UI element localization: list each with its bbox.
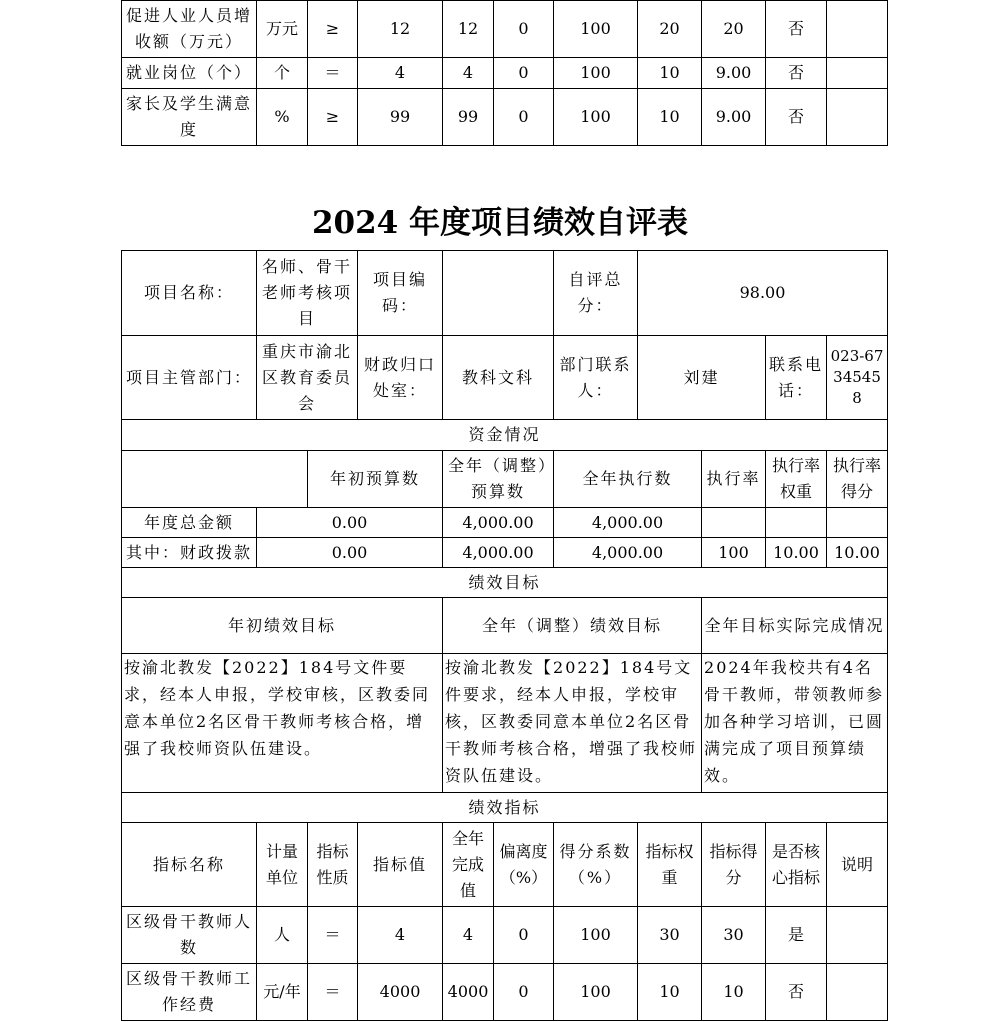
self-evaluation-table — [121, 250, 888, 1021]
indicator-note — [827, 1, 888, 58]
self-score-label: 自评总分： — [554, 251, 638, 336]
page-title: 2024 年度项目绩效自评表 — [311, 205, 689, 241]
indicator-core: 否 — [766, 964, 827, 1021]
indicator-nature: ＝ — [308, 907, 358, 964]
indicator-coef: 100 — [554, 58, 638, 89]
goals-header-row — [122, 598, 888, 654]
indicator-name: 区级骨干教师工作经费 — [122, 964, 257, 1021]
project-name-label: 项目名称： — [122, 251, 257, 336]
funds-section-title: 资金情况 — [122, 420, 888, 451]
table-row — [122, 89, 888, 146]
indicator-core: 否 — [766, 1, 827, 58]
indicator-actual-header: 全年完成值 — [443, 823, 494, 907]
indicator-core: 否 — [766, 58, 827, 89]
funds-header-row — [122, 451, 888, 508]
actual-goal-text: 2024年我校共有4名骨干教师，带领教师参加各种学习培训，已圆满完成了项目预算绩效。 — [702, 654, 888, 793]
goals-section-title: 绩效目标 — [122, 568, 888, 598]
indicator-note — [827, 907, 888, 964]
rate-weight-header: 执行率权重 — [766, 451, 827, 508]
indicator-core-header: 是否核心指标 — [766, 823, 827, 907]
adjusted-budget: 4,000.00 — [443, 508, 554, 538]
indicator-coef: 100 — [554, 907, 638, 964]
indicator-deviation: 0 — [494, 89, 554, 146]
indicator-nature-header: 指标性质 — [308, 823, 358, 907]
indicator-coef: 100 — [554, 1, 638, 58]
table-row — [122, 907, 888, 964]
indicator-target: 4 — [358, 58, 443, 89]
rate-header: 执行率 — [702, 451, 766, 508]
dept: 重庆市渝北区教育委员会 — [257, 336, 358, 420]
indicator-weight: 30 — [638, 907, 702, 964]
indicator-name: 家长及学生满意度 — [122, 89, 257, 146]
indicator-note — [827, 58, 888, 89]
indicator-deviation: 0 — [494, 58, 554, 89]
self-score: 98.00 — [638, 251, 888, 336]
indicator-coef: 100 — [554, 89, 638, 146]
indicator-actual: 4 — [443, 58, 494, 89]
indicator-note — [827, 89, 888, 146]
finance: 教科文科 — [443, 336, 554, 420]
indicator-target: 4 — [358, 907, 443, 964]
contact: 刘建 — [638, 336, 766, 420]
empty-cell — [122, 451, 308, 508]
indicator-name-header: 指标名称 — [122, 823, 257, 907]
indicator-deviation: 0 — [494, 1, 554, 58]
indicator-coef-header: 得分系数（%） — [554, 823, 638, 907]
initial-budget-header: 年初预算数 — [308, 451, 443, 508]
funds-row — [122, 508, 888, 538]
executed-amount: 4,000.00 — [554, 538, 702, 568]
adjusted-budget: 4,000.00 — [443, 538, 554, 568]
indicator-coef: 100 — [554, 964, 638, 1021]
table-row — [122, 964, 888, 1021]
indicator-target-header: 指标值 — [358, 823, 443, 907]
indicator-weight: 20 — [638, 1, 702, 58]
indicator-actual: 99 — [443, 89, 494, 146]
rate-weight — [766, 508, 827, 538]
indicator-core: 否 — [766, 89, 827, 146]
rate-score: 10.00 — [827, 538, 888, 568]
indicator-weight: 10 — [638, 58, 702, 89]
phone-label: 联系电话： — [766, 336, 827, 420]
info-row — [122, 336, 888, 420]
indicator-unit-header: 计量单位 — [257, 823, 308, 907]
indicator-name: 区级骨干教师人数 — [122, 907, 257, 964]
top-indicator-table — [121, 0, 888, 146]
initial-budget: 0.00 — [257, 538, 443, 568]
executed-header: 全年执行数 — [554, 451, 702, 508]
indicator-note-header: 说明 — [827, 823, 888, 907]
executed-amount: 4,000.00 — [554, 508, 702, 538]
indicator-name: 促进人业人员增收额（万元） — [122, 1, 257, 58]
execution-rate — [702, 508, 766, 538]
funds-row — [122, 538, 888, 568]
indicator-score: 9.00 — [702, 89, 766, 146]
project-code-label: 项目编码： — [358, 251, 443, 336]
indicator-target: 4000 — [358, 964, 443, 1021]
indicator-nature: ≥ — [308, 89, 358, 146]
funds-row-label: 年度总金额 — [122, 508, 257, 538]
indicator-actual: 4000 — [443, 964, 494, 1021]
adjusted-budget-header: 全年（调整）预算数 — [443, 451, 554, 508]
indicator-actual: 4 — [443, 907, 494, 964]
initial-budget: 0.00 — [257, 508, 443, 538]
execution-rate: 100 — [702, 538, 766, 568]
indicator-unit: 万元 — [257, 1, 308, 58]
indicator-score: 9.00 — [702, 58, 766, 89]
contact-label: 部门联系人： — [554, 336, 638, 420]
indicator-weight: 10 — [638, 964, 702, 1021]
indicator-deviation: 0 — [494, 907, 554, 964]
actual-goal-header: 全年目标实际完成情况 — [702, 598, 888, 654]
indicator-actual: 12 — [443, 1, 494, 58]
indicator-score: 30 — [702, 907, 766, 964]
indicator-score: 20 — [702, 1, 766, 58]
indicator-score: 10 — [702, 964, 766, 1021]
indicator-unit: 元/年 — [257, 964, 308, 1021]
section-row — [122, 420, 888, 451]
indicator-target: 99 — [358, 89, 443, 146]
rate-score-header: 执行率得分 — [827, 451, 888, 508]
indicator-nature: ＝ — [308, 58, 358, 89]
rate-weight: 10.00 — [766, 538, 827, 568]
phone: 023-67345458 — [827, 336, 888, 420]
indicator-header-row — [122, 823, 888, 907]
indicator-score-header: 指标得分 — [702, 823, 766, 907]
indicator-target: 12 — [358, 1, 443, 58]
section-row — [122, 793, 888, 823]
indicator-weight: 10 — [638, 89, 702, 146]
indicator-unit: 个 — [257, 58, 308, 89]
section-row — [122, 568, 888, 598]
rate-score — [827, 508, 888, 538]
goals-content-row — [122, 654, 888, 793]
table-row — [122, 58, 888, 89]
indicator-note — [827, 964, 888, 1021]
project-code — [443, 251, 554, 336]
dept-label: 项目主管部门： — [122, 336, 257, 420]
indicators-section-title: 绩效指标 — [122, 793, 888, 823]
indicator-nature: ≥ — [308, 1, 358, 58]
adjusted-goal-text: 按渝北教发【2022】184号文件要求，经本人申报，学校审核，区教委同意本单位2名区骨干教师考核合格，增强了我校师资队伍建设。 — [443, 654, 702, 793]
adjusted-goal-header: 全年（调整）绩效目标 — [443, 598, 702, 654]
indicator-deviation: 0 — [494, 964, 554, 1021]
indicator-deviation-header: 偏离度（%） — [494, 823, 554, 907]
project-name: 名师、骨干老师考核项目 — [257, 251, 358, 336]
funds-row-label: 其中：财政拨款 — [122, 538, 257, 568]
indicator-name: 就业岗位（个） — [122, 58, 257, 89]
finance-label: 财政归口处室： — [358, 336, 443, 420]
table-row — [122, 1, 888, 58]
indicator-nature: ＝ — [308, 964, 358, 1021]
initial-goal-header: 年初绩效目标 — [122, 598, 443, 654]
indicator-unit: 人 — [257, 907, 308, 964]
initial-goal-text: 按渝北教发【2022】184号文件要求，经本人申报，学校审核，区教委同意本单位2名区骨干教师考核合格，增强了我校师资队伍建设。 — [122, 654, 443, 793]
info-row — [122, 251, 888, 336]
indicator-core: 是 — [766, 907, 827, 964]
indicator-weight-header: 指标权重 — [638, 823, 702, 907]
indicator-unit: % — [257, 89, 308, 146]
